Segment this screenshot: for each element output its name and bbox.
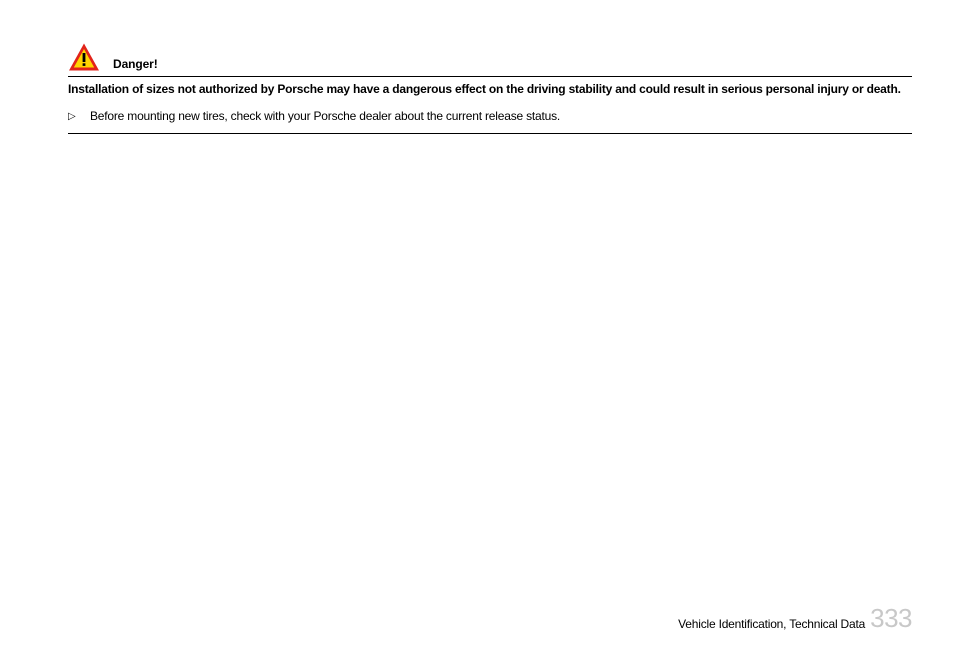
page-footer (678, 604, 912, 632)
triangle-right-bullet-icon: ▷ (68, 111, 76, 122)
instruction-text: Before mounting new tires, check with your Porsche dealer about the current release status. (90, 109, 561, 123)
instruction-item (68, 108, 912, 126)
warning-triangle-icon (68, 42, 100, 72)
danger-warning-block (68, 42, 912, 134)
page-number: 333 (870, 603, 912, 633)
warning-header (68, 42, 912, 77)
bottom-divider (68, 133, 912, 134)
warning-title: Danger! (113, 57, 158, 71)
warning-text: Installation of sizes not authorized by Porsche may have a dangerous effect on the driving stability and could result in serious personal injury or death. (68, 82, 901, 96)
footer-section-title: Vehicle Identification, Technical Data (678, 617, 866, 631)
